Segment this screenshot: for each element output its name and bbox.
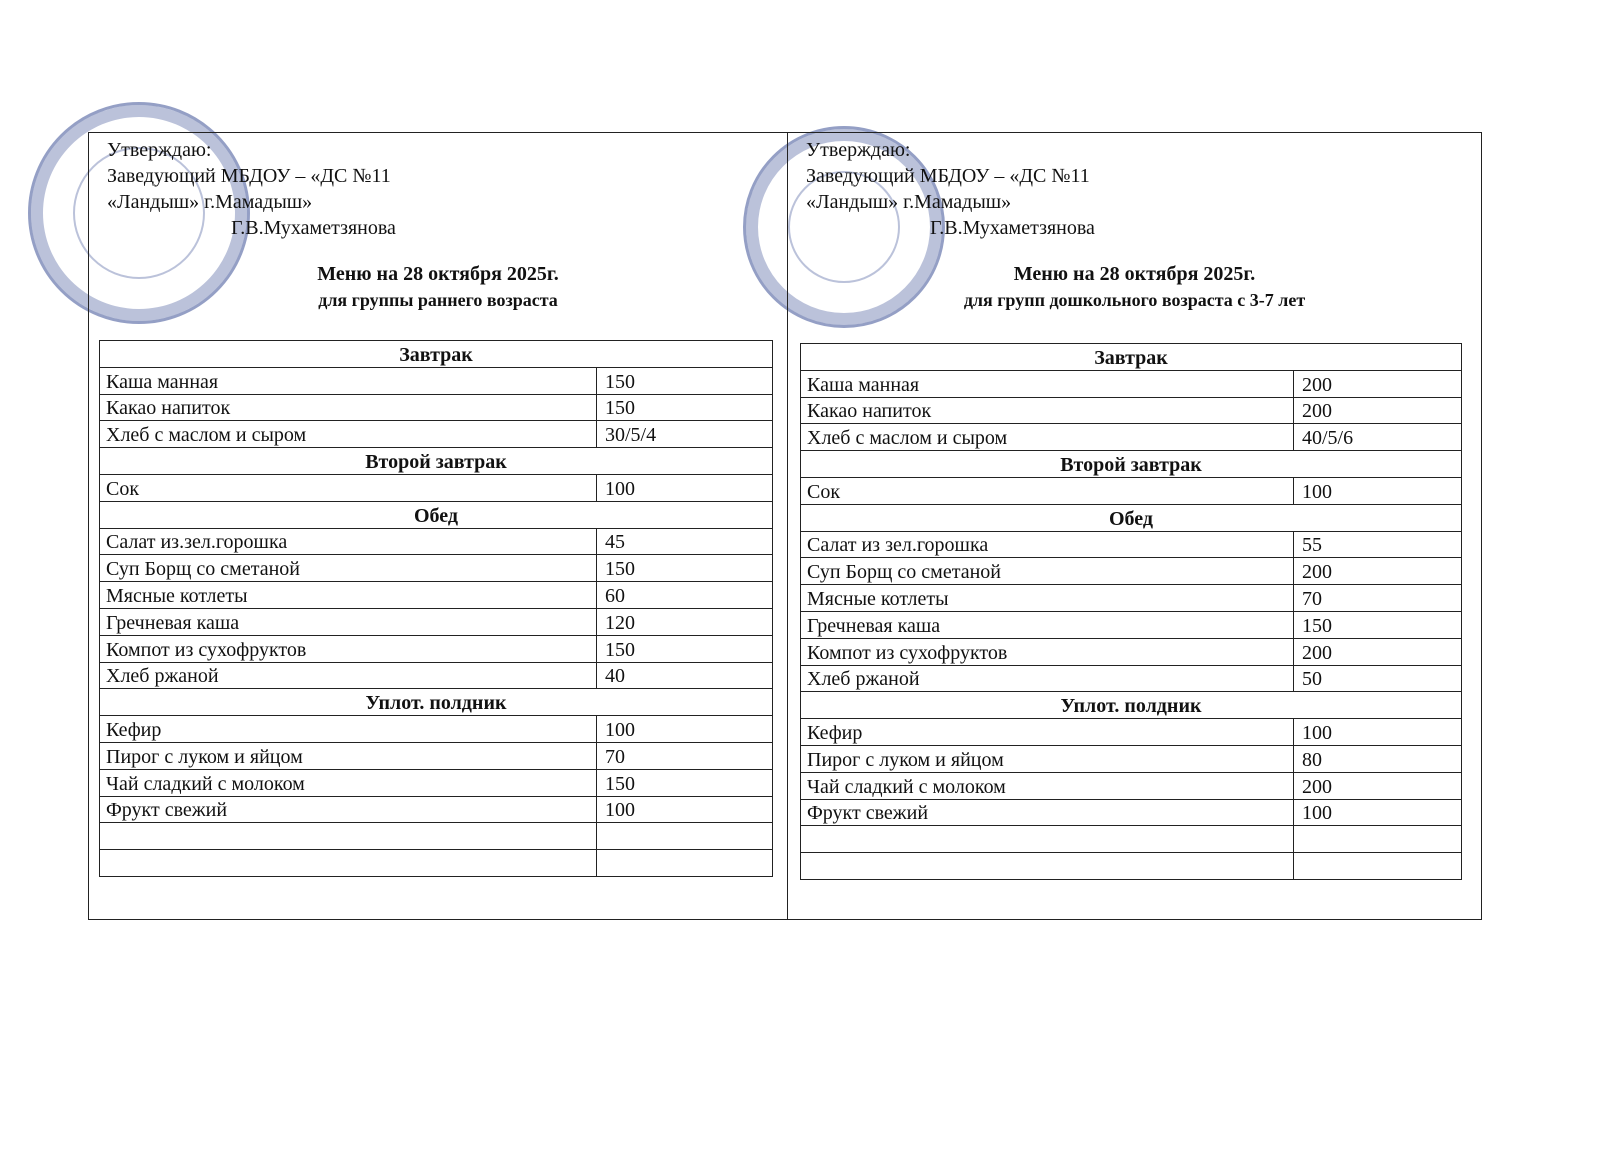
- dish-name: Кефир: [801, 719, 1294, 746]
- dish-name: Чай сладкий с молоком: [801, 772, 1294, 799]
- dish-row: [100, 582, 773, 609]
- approval-block: [107, 137, 396, 241]
- dish-name: Фрукт свежий: [801, 799, 1294, 826]
- dish-row: [801, 826, 1462, 853]
- dish-portion: 200: [1294, 397, 1462, 424]
- dish-name: Фрукт свежий: [100, 796, 597, 823]
- dish-row: [801, 665, 1462, 692]
- meal-section-row: [801, 692, 1462, 719]
- dish-name: Сок: [801, 477, 1294, 504]
- meal-section-row: [100, 501, 773, 528]
- dish-portion: 100: [1294, 799, 1462, 826]
- dish-row: [100, 474, 773, 501]
- dish-row: [801, 477, 1462, 504]
- dish-name: Компот из сухофруктов: [100, 635, 597, 662]
- dish-portion: [1294, 853, 1462, 880]
- dish-name: [801, 826, 1294, 853]
- dish-name: Гречневая каша: [801, 611, 1294, 638]
- dish-row: [801, 772, 1462, 799]
- dish-portion: 100: [1294, 719, 1462, 746]
- dish-name: Кефир: [100, 716, 597, 743]
- menu-panel-early-age: [89, 133, 787, 919]
- dish-portion: [597, 850, 773, 877]
- meal-section-row: [100, 689, 773, 716]
- meal-section-title: Обед: [100, 501, 773, 528]
- menu-sheet: [88, 132, 1482, 920]
- dish-row: [801, 799, 1462, 826]
- dish-row: [100, 662, 773, 689]
- dish-portion: 150: [597, 635, 773, 662]
- meal-section-title: Второй завтрак: [100, 448, 773, 475]
- approval-heading: Утверждаю:: [107, 139, 212, 161]
- dish-name: Салат из.зел.горошка: [100, 528, 597, 555]
- dish-portion: 120: [597, 608, 773, 635]
- approval-organization: «Ландыш» г.Мамадыш»: [107, 191, 313, 213]
- dish-row: [801, 853, 1462, 880]
- dish-row: [100, 823, 773, 850]
- dish-name: Какао напиток: [100, 394, 597, 421]
- meal-section-title: Завтрак: [801, 344, 1462, 371]
- meal-section-title: Уплот. полдник: [801, 692, 1462, 719]
- dish-name: Каша манная: [100, 367, 597, 394]
- menu-subtitle: для группы раннего возраста: [318, 290, 558, 310]
- menu-table: [99, 340, 773, 877]
- dish-name: Хлеб ржаной: [801, 665, 1294, 692]
- meal-section-title: Завтрак: [100, 341, 773, 368]
- dish-portion: 200: [1294, 558, 1462, 585]
- dish-portion: 60: [597, 582, 773, 609]
- dish-portion: 100: [597, 474, 773, 501]
- meal-section-row: [100, 448, 773, 475]
- meal-section-row: [801, 344, 1462, 371]
- dish-name: Хлеб ржаной: [100, 662, 597, 689]
- dish-portion: 70: [1294, 585, 1462, 612]
- dish-name: Хлеб с маслом и сыром: [801, 424, 1294, 451]
- dish-portion: 100: [597, 716, 773, 743]
- dish-portion: 40/5/6: [1294, 424, 1462, 451]
- dish-name: Сок: [100, 474, 597, 501]
- dish-portion: 200: [1294, 772, 1462, 799]
- approval-position: Заведующий МБДОУ – «ДС №11: [806, 165, 1090, 187]
- meal-section-title: Уплот. полдник: [100, 689, 773, 716]
- approval-position: Заведующий МБДОУ – «ДС №11: [107, 165, 391, 187]
- dish-name: [100, 850, 597, 877]
- dish-row: [801, 611, 1462, 638]
- dish-row: [801, 397, 1462, 424]
- approval-signatory: Г.В.Мухаметзянова: [231, 217, 396, 239]
- menu-title: Меню на 28 октября 2025г.: [1013, 263, 1256, 285]
- dish-name: Салат из зел.горошка: [801, 531, 1294, 558]
- dish-row: [801, 370, 1462, 397]
- approval-block: [806, 137, 1095, 241]
- dish-row: [100, 635, 773, 662]
- dish-name: Мясные котлеты: [100, 582, 597, 609]
- dish-portion: 100: [1294, 477, 1462, 504]
- dish-name: Компот из сухофруктов: [801, 638, 1294, 665]
- dish-name: Какао напиток: [801, 397, 1294, 424]
- dish-name: Хлеб с маслом и сыром: [100, 421, 597, 448]
- dish-name: Каша манная: [801, 370, 1294, 397]
- menu-panel-preschool: [788, 133, 1481, 919]
- dish-portion: 40: [597, 662, 773, 689]
- dish-name: Гречневая каша: [100, 608, 597, 635]
- dish-name: [100, 823, 597, 850]
- dish-name: Чай сладкий с молоком: [100, 769, 597, 796]
- dish-row: [801, 424, 1462, 451]
- meal-section-row: [801, 504, 1462, 531]
- dish-row: [100, 555, 773, 582]
- meal-section-row: [801, 451, 1462, 478]
- menu-subtitle: для групп дошкольного возраста с 3-7 лет: [963, 290, 1306, 310]
- dish-name: Суп Борщ со сметаной: [100, 555, 597, 582]
- dish-row: [100, 769, 773, 796]
- approval-heading: Утверждаю:: [806, 139, 911, 161]
- dish-row: [100, 394, 773, 421]
- dish-portion: 80: [1294, 745, 1462, 772]
- dish-name: Суп Борщ со сметаной: [801, 558, 1294, 585]
- dish-portion: 55: [1294, 531, 1462, 558]
- dish-row: [100, 608, 773, 635]
- dish-row: [801, 719, 1462, 746]
- approval-organization: «Ландыш» г.Мамадыш»: [806, 191, 1012, 213]
- dish-row: [801, 638, 1462, 665]
- dish-row: [801, 745, 1462, 772]
- meal-section-title: Второй завтрак: [801, 451, 1462, 478]
- dish-portion: 150: [597, 769, 773, 796]
- dish-name: Пирог с луком и яйцом: [100, 742, 597, 769]
- dish-portion: 200: [1294, 638, 1462, 665]
- approval-signatory: Г.В.Мухаметзянова: [930, 217, 1095, 239]
- dish-portion: 150: [1294, 611, 1462, 638]
- meal-section-title: Обед: [801, 504, 1462, 531]
- dish-portion: 200: [1294, 370, 1462, 397]
- dish-row: [801, 558, 1462, 585]
- dish-name: Пирог с луком и яйцом: [801, 745, 1294, 772]
- dish-portion: 30/5/4: [597, 421, 773, 448]
- dish-row: [100, 742, 773, 769]
- dish-portion: 50: [1294, 665, 1462, 692]
- dish-portion: 100: [597, 796, 773, 823]
- dish-name: Мясные котлеты: [801, 585, 1294, 612]
- dish-row: [100, 367, 773, 394]
- dish-row: [100, 796, 773, 823]
- dish-row: [100, 528, 773, 555]
- dish-portion: 70: [597, 742, 773, 769]
- menu-title: Меню на 28 октября 2025г.: [317, 263, 559, 285]
- dish-portion: [597, 823, 773, 850]
- dish-row: [801, 531, 1462, 558]
- dish-portion: 150: [597, 367, 773, 394]
- dish-portion: [1294, 826, 1462, 853]
- meal-section-row: [100, 341, 773, 368]
- dish-portion: 45: [597, 528, 773, 555]
- dish-name: [801, 853, 1294, 880]
- dish-row: [801, 585, 1462, 612]
- dish-portion: 150: [597, 555, 773, 582]
- dish-portion: 150: [597, 394, 773, 421]
- dish-row: [100, 421, 773, 448]
- menu-table: [800, 343, 1462, 880]
- dish-row: [100, 716, 773, 743]
- dish-row: [100, 850, 773, 877]
